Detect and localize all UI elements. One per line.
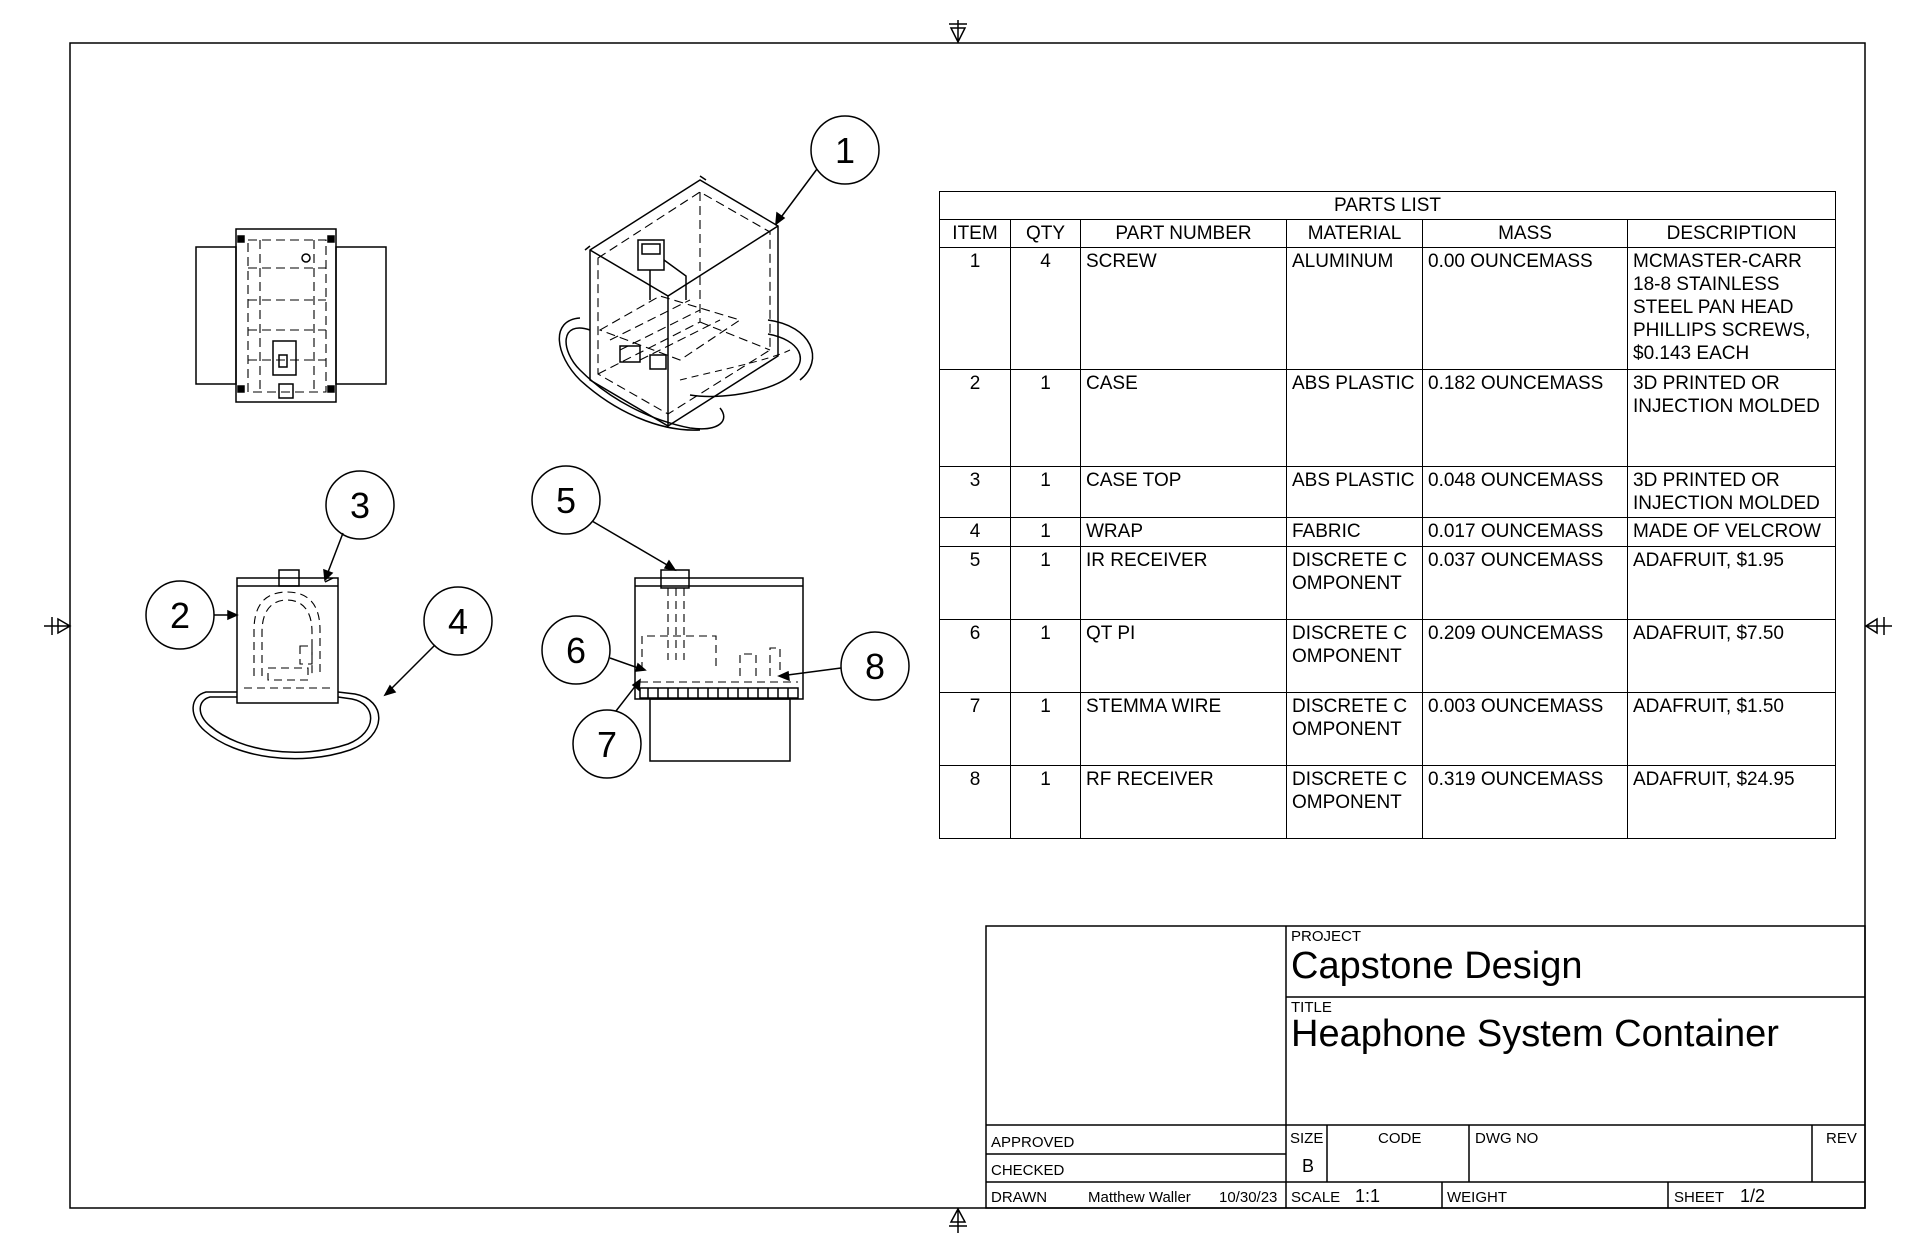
cell-qty: 1 xyxy=(1011,620,1081,693)
cell-material: ALUMINUM xyxy=(1287,248,1423,370)
cell-material: DISCRETE COMPONENT xyxy=(1287,620,1423,693)
header-description: DESCRIPTION xyxy=(1628,220,1836,248)
cell-part-number: WRAP xyxy=(1081,518,1287,547)
rev-label: REV xyxy=(1826,1130,1857,1147)
cell-qty: 1 xyxy=(1011,693,1081,766)
cell-item: 5 xyxy=(940,547,1011,620)
header-mass: MASS xyxy=(1423,220,1628,248)
cell-description: MCMASTER-CARR 18-8 STAINLESS STEEL PAN HEAD PHILLIPS SCREWS, $0.143 EACH xyxy=(1628,248,1836,370)
cell-item: 6 xyxy=(940,620,1011,693)
center-mark-right xyxy=(1865,617,1892,635)
cell-description: ADAFRUIT, $1.50 xyxy=(1628,693,1836,766)
cell-mass: 0.00 OUNCEMASS xyxy=(1423,248,1628,370)
weight-label: WEIGHT xyxy=(1447,1189,1507,1206)
cell-material: DISCRETE COMPONENT xyxy=(1287,766,1423,839)
cell-item: 3 xyxy=(940,467,1011,518)
center-mark-bottom xyxy=(949,1208,967,1233)
code-label: CODE xyxy=(1378,1130,1422,1147)
balloon-8: 8 xyxy=(864,646,886,687)
cell-part-number: STEMMA WIRE xyxy=(1081,693,1287,766)
table-row xyxy=(940,766,1836,839)
cell-description: ADAFRUIT, $7.50 xyxy=(1628,620,1836,693)
view-front xyxy=(193,570,379,759)
cell-description: ADAFRUIT, $24.95 xyxy=(1628,766,1836,839)
cell-qty: 1 xyxy=(1011,370,1081,467)
drawn-label: DRAWN xyxy=(991,1189,1048,1206)
cell-part-number: CASE TOP xyxy=(1081,467,1287,518)
table-row xyxy=(940,620,1836,693)
checked-label: CHECKED xyxy=(991,1162,1065,1179)
leader-lines xyxy=(214,169,841,711)
cell-part-number: SCREW xyxy=(1081,248,1287,370)
project-label: PROJECT xyxy=(1291,928,1362,945)
balloon-6: 6 xyxy=(565,630,587,671)
cell-mass: 0.003 OUNCEMASS xyxy=(1423,693,1628,766)
cell-material: FABRIC xyxy=(1287,518,1423,547)
cell-material: ABS PLASTIC xyxy=(1287,370,1423,467)
cell-qty: 4 xyxy=(1011,248,1081,370)
balloon-1: 1 xyxy=(834,130,856,171)
cell-part-number: QT PI xyxy=(1081,620,1287,693)
drawn-by: Matthew Waller xyxy=(1088,1189,1191,1206)
cell-material: ABS PLASTIC xyxy=(1287,467,1423,518)
header-material: MATERIAL xyxy=(1287,220,1423,248)
size-value: B xyxy=(1302,1156,1315,1176)
center-mark-top xyxy=(949,20,967,43)
cell-item: 1 xyxy=(940,248,1011,370)
cell-description: ADAFRUIT, $1.95 xyxy=(1628,547,1836,620)
header-qty: QTY xyxy=(1011,220,1081,248)
view-top xyxy=(196,229,386,402)
view-side xyxy=(635,570,803,761)
cell-qty: 1 xyxy=(1011,766,1081,839)
table-row xyxy=(940,248,1836,370)
cell-qty: 1 xyxy=(1011,518,1081,547)
cell-item: 8 xyxy=(940,766,1011,839)
scale-value: 1:1 xyxy=(1355,1186,1381,1206)
size-label: SIZE xyxy=(1290,1130,1324,1147)
cell-mass: 0.209 OUNCEMASS xyxy=(1423,620,1628,693)
drawn-date: 10/30/23 xyxy=(1219,1189,1278,1206)
cell-part-number: CASE xyxy=(1081,370,1287,467)
cell-description: 3D PRINTED OR INJECTION MOLDED xyxy=(1628,370,1836,467)
parts-list-table xyxy=(939,191,1836,839)
cell-part-number: IR RECEIVER xyxy=(1081,547,1287,620)
parts-list-title: PARTS LIST xyxy=(940,192,1836,220)
cell-mass: 0.048 OUNCEMASS xyxy=(1423,467,1628,518)
cell-qty: 1 xyxy=(1011,467,1081,518)
cell-material: DISCRETE COMPONENT xyxy=(1287,693,1423,766)
project-name: Capstone Design xyxy=(1291,945,1583,987)
header-part-number: PART NUMBER xyxy=(1081,220,1287,248)
table-row xyxy=(940,518,1836,547)
drawing-title: Heaphone System Container xyxy=(1291,1013,1779,1055)
sheet-label: SHEET xyxy=(1674,1189,1725,1206)
cell-description: 3D PRINTED OR INJECTION MOLDED xyxy=(1628,467,1836,518)
balloon-3: 3 xyxy=(349,485,371,526)
cell-mass: 0.037 OUNCEMASS xyxy=(1423,547,1628,620)
cell-qty: 1 xyxy=(1011,547,1081,620)
cell-item: 2 xyxy=(940,370,1011,467)
balloon-7: 7 xyxy=(596,724,618,765)
table-row xyxy=(940,693,1836,766)
cell-item: 7 xyxy=(940,693,1011,766)
title-label: TITLE xyxy=(1291,999,1332,1016)
cell-mass: 0.319 OUNCEMASS xyxy=(1423,766,1628,839)
approved-label: APPROVED xyxy=(991,1134,1075,1151)
balloon-4: 4 xyxy=(447,601,469,642)
cell-mass: 0.182 OUNCEMASS xyxy=(1423,370,1628,467)
scale-label: SCALE xyxy=(1291,1189,1341,1206)
center-mark-left xyxy=(44,617,70,635)
balloon-5: 5 xyxy=(555,480,577,521)
table-row xyxy=(940,467,1836,518)
header-item: ITEM xyxy=(940,220,1011,248)
leader-arrows xyxy=(228,213,789,695)
view-isometric xyxy=(559,176,812,430)
sheet-value: 1/2 xyxy=(1740,1186,1766,1206)
cell-part-number: RF RECEIVER xyxy=(1081,766,1287,839)
cell-mass: 0.017 OUNCEMASS xyxy=(1423,518,1628,547)
cell-material: DISCRETE COMPONENT xyxy=(1287,547,1423,620)
dwg-no-label: DWG NO xyxy=(1475,1130,1539,1147)
table-row xyxy=(940,370,1836,467)
balloon-2: 2 xyxy=(169,595,191,636)
table-row xyxy=(940,547,1836,620)
cell-description: MADE OF VELCROW xyxy=(1628,518,1836,547)
cell-item: 4 xyxy=(940,518,1011,547)
